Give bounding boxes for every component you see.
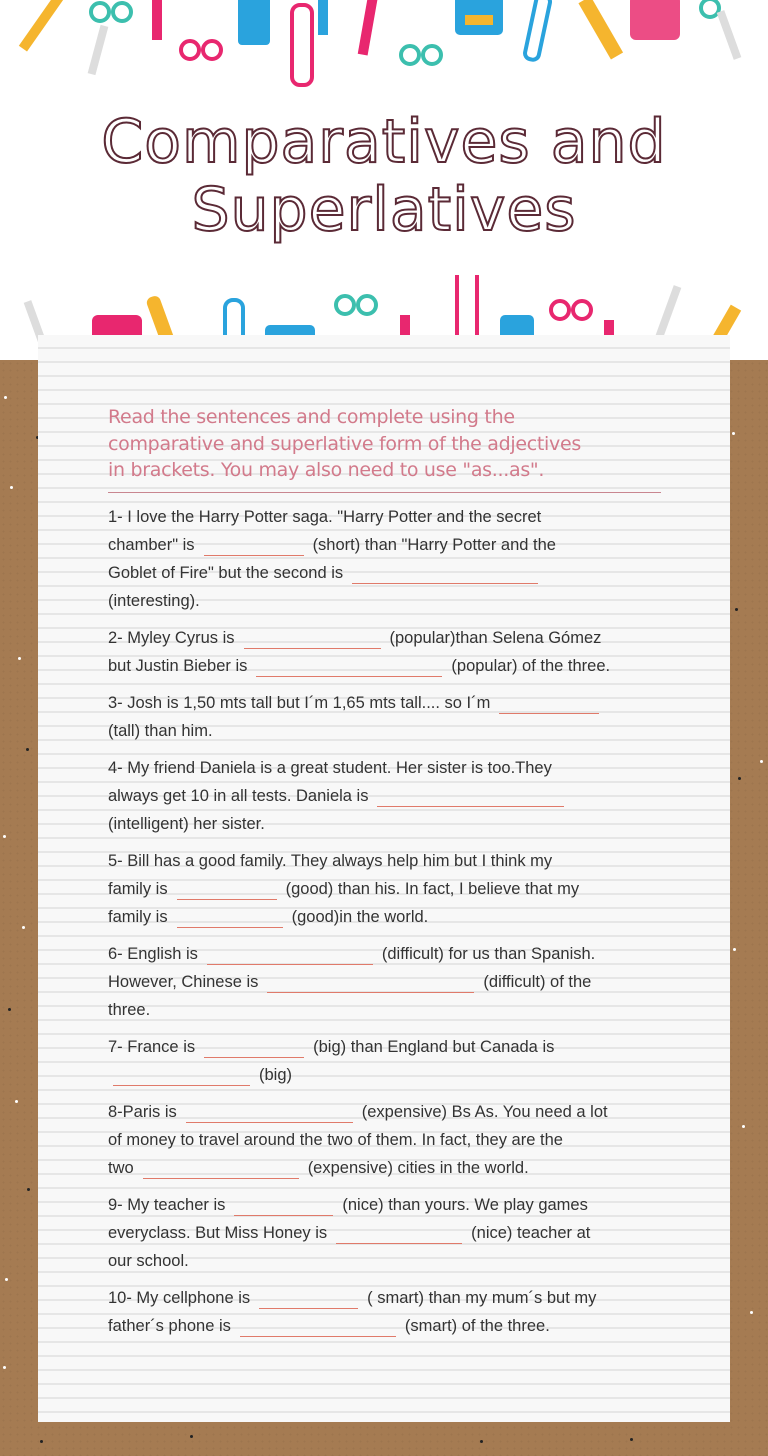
sentence-line <box>108 1191 678 1219</box>
sentence-line <box>108 559 678 587</box>
sentence-line <box>108 531 678 559</box>
sentence-line <box>108 1219 678 1247</box>
sentence-text: (short) than "Harry Potter and the <box>312 536 556 554</box>
sentence-text: (difficult) of the <box>483 973 592 991</box>
sentence-line <box>108 810 678 838</box>
sentence-line <box>108 968 678 996</box>
sentence-text: chamber" is <box>108 536 195 554</box>
sentence-text: (good)in the world. <box>291 908 429 926</box>
instructions-line: comparative and superlative form of the adjectives <box>108 432 581 455</box>
sentence-text: (big) <box>259 1066 293 1084</box>
sentence-text: (smart) of the three. <box>404 1317 550 1335</box>
sentence-text: (expensive) Bs As. You need a lot <box>361 1103 608 1121</box>
sentence-text: 10- My cellphone is <box>108 1289 251 1307</box>
exercise-item <box>108 1098 678 1182</box>
instructions-line: Read the sentences and complete using the <box>108 406 515 428</box>
sentence-text: (popular) of the three. <box>451 657 611 675</box>
sentence-text: However, Chinese is <box>108 973 259 991</box>
sentence-text: 9- My teacher is <box>108 1196 226 1214</box>
sentence-text: of money to travel around the two of them. In fact, they are the <box>108 1131 563 1149</box>
exercise-item <box>108 1033 678 1089</box>
sentence-line <box>108 587 678 615</box>
sentence-text: 5- Bill has a good family. They always help him but I think my <box>108 852 553 870</box>
answer-blank-input[interactable] <box>177 909 283 928</box>
answer-blank-input[interactable] <box>377 788 564 807</box>
exercise-item <box>108 754 678 838</box>
answer-blank-input[interactable] <box>177 881 277 900</box>
sentence-text: three. <box>108 1001 151 1019</box>
sentence-text: Goblet of Fire" but the second is <box>108 564 344 582</box>
answer-blank-input[interactable] <box>113 1067 250 1086</box>
instructions <box>108 404 668 484</box>
sentence-line <box>108 1247 678 1275</box>
sentence-line <box>108 1098 678 1126</box>
sentence-text: but Justin Bieber is <box>108 657 248 675</box>
answer-blank-input[interactable] <box>204 1039 304 1058</box>
exercise-item <box>108 1284 678 1340</box>
answer-blank-input[interactable] <box>207 946 373 965</box>
sentence-line <box>108 754 678 782</box>
sentence-line <box>108 996 678 1024</box>
exercise-list <box>108 503 678 1349</box>
answer-blank-input[interactable] <box>186 1104 353 1123</box>
title-line-1: Comparatives and <box>101 107 667 177</box>
answer-blank-input[interactable] <box>499 695 599 714</box>
page-title <box>0 108 768 244</box>
sentence-text: (nice) teacher at <box>471 1224 591 1242</box>
sentence-text: 6- English is <box>108 945 198 963</box>
sentence-text: 7- France is <box>108 1038 196 1056</box>
sentence-line <box>108 689 678 717</box>
sentence-text: our school. <box>108 1252 189 1270</box>
divider <box>108 492 661 493</box>
exercise-item <box>108 940 678 1024</box>
answer-blank-input[interactable] <box>336 1225 462 1244</box>
sentence-text: 8-Paris is <box>108 1103 177 1121</box>
sentence-line <box>108 1033 678 1061</box>
sentence-text: father´s phone is <box>108 1317 231 1335</box>
sentence-text: (nice) than yours. We play games <box>342 1196 588 1214</box>
sentence-text: 2- Myley Cyrus is <box>108 629 235 647</box>
exercise-item <box>108 847 678 931</box>
sentence-line <box>108 503 678 531</box>
answer-blank-input[interactable] <box>234 1197 333 1216</box>
sentence-line <box>108 782 678 810</box>
sentence-text: (big) than England but Canada is <box>313 1038 555 1056</box>
sentence-text: (interesting). <box>108 592 200 610</box>
sentence-text: (popular)than Selena Gómez <box>389 629 602 647</box>
sentence-line <box>108 717 678 745</box>
school-supplies-top-decoration <box>0 0 768 95</box>
sentence-text: family is <box>108 908 168 926</box>
sentence-line <box>108 903 678 931</box>
sentence-line <box>108 1284 678 1312</box>
sentence-text: 3- Josh is 1,50 mts tall but I´m 1,65 mts tall.... so I´m <box>108 694 491 712</box>
answer-blank-input[interactable] <box>143 1160 299 1179</box>
exercise-item <box>108 689 678 745</box>
header <box>0 0 768 360</box>
title-line-2: Superlatives <box>191 175 577 245</box>
sentence-line <box>108 624 678 652</box>
answer-blank-input[interactable] <box>352 565 538 584</box>
exercise-item <box>108 1191 678 1275</box>
sentence-text: (difficult) for us than Spanish. <box>381 945 596 963</box>
answer-blank-input[interactable] <box>267 974 474 993</box>
answer-blank-input[interactable] <box>204 537 304 556</box>
sentence-text: family is <box>108 880 168 898</box>
sentence-text: everyclass. But Miss Honey is <box>108 1224 328 1242</box>
sentence-text: 4- My friend Daniela is a great student. Her sister is too.They <box>108 759 552 777</box>
sentence-line <box>108 1061 678 1089</box>
instructions-line: in brackets. You may also need to use "as...as". <box>108 459 545 481</box>
answer-blank-input[interactable] <box>244 630 381 649</box>
sentence-text: (intelligent) her sister. <box>108 815 265 833</box>
sentence-line <box>108 1126 678 1154</box>
sentence-line <box>108 847 678 875</box>
sentence-text: two <box>108 1159 134 1177</box>
sentence-line <box>108 875 678 903</box>
answer-blank-input[interactable] <box>240 1318 396 1337</box>
sentence-text: ( smart) than my mum´s but my <box>367 1289 597 1307</box>
answer-blank-input[interactable] <box>256 658 442 677</box>
sentence-text: (tall) than him. <box>108 722 213 740</box>
exercise-item <box>108 624 678 680</box>
sentence-text: always get 10 in all tests. Daniela is <box>108 787 369 805</box>
answer-blank-input[interactable] <box>259 1290 358 1309</box>
sentence-text: (good) than his. In fact, I believe that my <box>285 880 580 898</box>
sentence-line <box>108 652 678 680</box>
sentence-line <box>108 1154 678 1182</box>
sentence-text: 1- I love the Harry Potter saga. "Harry Potter and the secret <box>108 508 542 526</box>
sentence-line <box>108 1312 678 1340</box>
exercise-item <box>108 503 678 615</box>
sentence-line <box>108 940 678 968</box>
sentence-text: (expensive) cities in the world. <box>307 1159 529 1177</box>
